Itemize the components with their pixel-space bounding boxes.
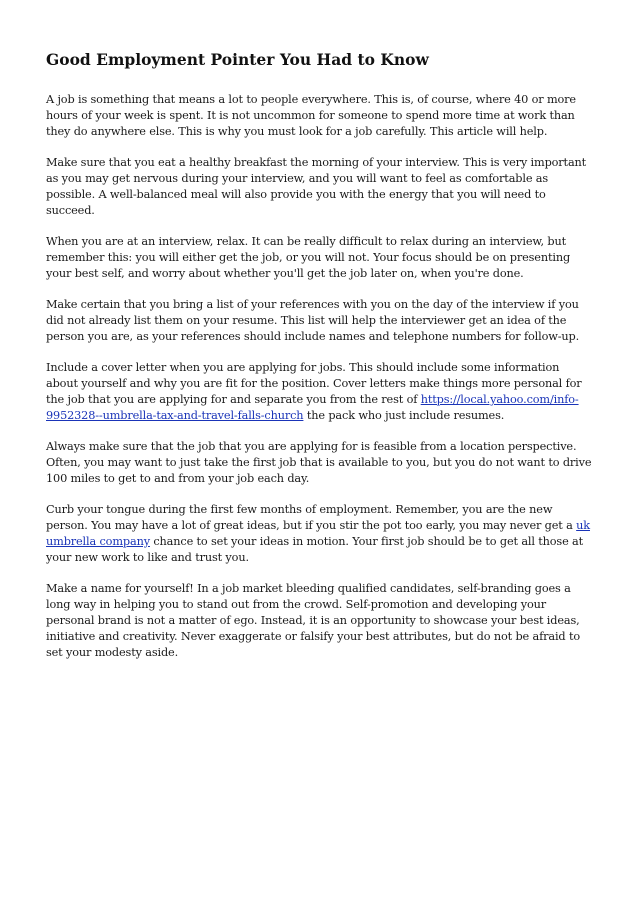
- paragraph-6: Always make sure that the job that you are applying for is feasible from a location perspective. Often, you may want to just take the first job that is available to you, but you do not want to drive 100 miles to get to and from your job each day.: [46, 440, 592, 485]
- document-page: [46, 50, 594, 676]
- paragraph-5: [46, 360, 594, 424]
- paragraph-7-text-after: chance to set your ideas in motion. Your first job should be to get all those at your new work to like and trust you.: [46, 535, 584, 564]
- paragraph-1: A job is something that means a lot to people everywhere. This is, of course, where 40 or more hours of your week is spent. It is not uncommon for someone to spend more time at work than they do anywhere else. This is why you must look for a job carefully. This article will help.: [46, 93, 576, 138]
- document-title: Good Employment Pointer You Had to Know: [46, 50, 429, 69]
- uk-umbrella-company-link[interactable]: uk umbrella company: [46, 519, 590, 548]
- paragraph-4: Make certain that you bring a list of your references with you on the day of the interview if you did not already list them on your resume. This list will help the interviewer get an idea of the person you are, as your references should include names and telephone numbers for follow-up.: [46, 298, 580, 343]
- paragraph-5-text-before: Include a cover letter when you are applying for jobs. This should include some information about yourself and why you are fit for the position. Cover letters make things more personal for the job that you are applying for and separate you from the rest of: [46, 361, 582, 406]
- paragraph-8: Make a name for yourself! In a job market bleeding qualified candidates, self-branding goes a long way in helping you to stand out from the crowd. Self-promotion and developing your personal brand is not a matter of ego. Instead, it is an opportunity to showcase your best ideas, initiative and creativity. Never exaggerate or falsify your best attributes, but do not be afraid to set your modesty aside.: [46, 582, 580, 659]
- paragraph-5-text-after: the pack who just include resumes.: [303, 409, 505, 422]
- paragraph-7: [46, 502, 594, 566]
- paragraph-7-text-before: Curb your tongue during the first few months of employment. Remember, you are the new person. You may have a lot of great ideas, but if you stir the pot too early, you may never get a: [46, 503, 577, 532]
- yahoo-local-link[interactable]: https://local.yahoo.com/info-9952328--umbrella-tax-and-travel-falls-church: [46, 393, 579, 422]
- paragraph-3: When you are at an interview, relax. It can be really difficult to relax during an interview, but remember this: you will either get the job, or you will not. Your focus should be on presenting your best self, and worry about whether you'll get the job later on, when you're done.: [46, 235, 571, 280]
- paragraph-2: Make sure that you eat a healthy breakfast the morning of your interview. This is very important as you may get nervous during your interview, and you will want to feel as comfortable as possible. A well-balanced meal will also provide you with the energy that you will need to succeed.: [46, 156, 587, 217]
